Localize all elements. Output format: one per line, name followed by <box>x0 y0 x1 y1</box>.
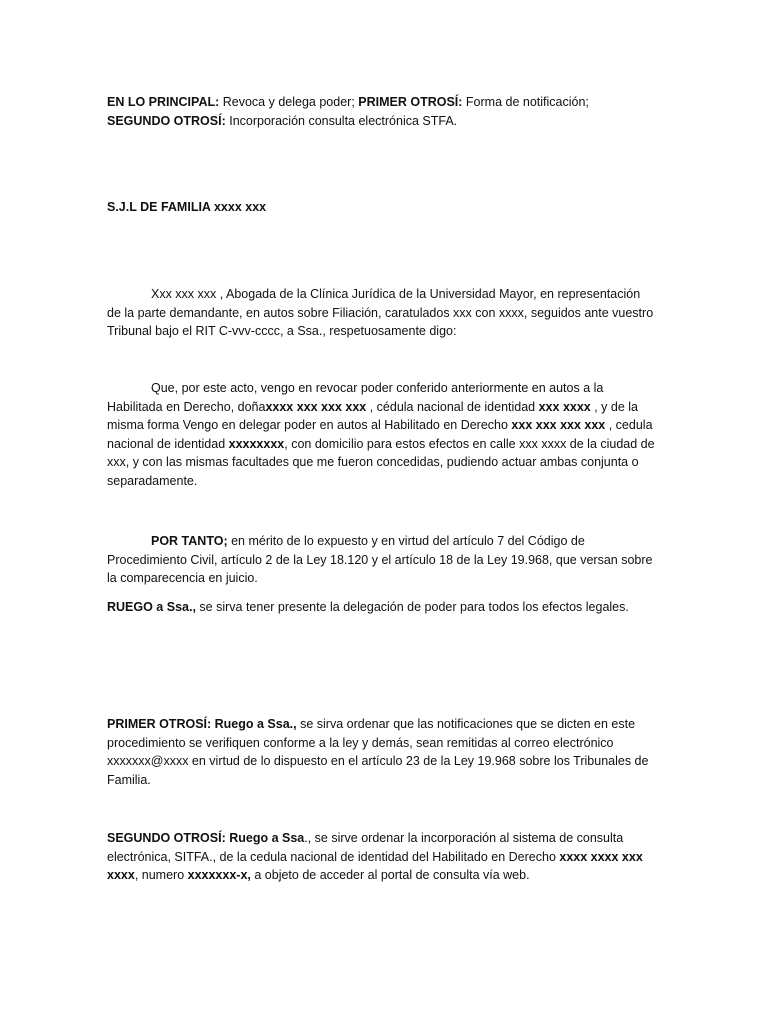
segundo-otrosi-paragraph-label: SEGUNDO OTROSÍ: Ruego a Ssa <box>107 831 305 845</box>
heading-summary <box>107 93 655 130</box>
primer-otrosi-label: PRIMER OTROSÍ: <box>358 95 463 109</box>
body-bold-4: xxxxxxxx <box>228 436 285 451</box>
primer-otrosi-paragraph <box>107 715 655 789</box>
body-bold-2: xxx xxxx <box>538 399 591 414</box>
court-heading <box>107 198 655 217</box>
body-text-1: Que, por este acto, vengo en revocar poder conferido anteriormente en autos a la Habilitada en Derecho, doña <box>107 381 604 414</box>
primer-otrosi-paragraph-label: PRIMER OTROSÍ: Ruego a Ssa., <box>107 717 297 731</box>
body-text-5: , con domicilio para estos efectos en calle xxx xxxx de la ciudad de xxx, y con las mismas facultades que me fueron concedidas, pudiendo actuar ambas conjunta o separadamente. <box>107 436 655 488</box>
ruego-label: RUEGO a Ssa., <box>107 600 196 614</box>
body-paragraph <box>107 379 655 490</box>
segundo-otrosi-text-1: ., se sirve ordenar la incorporación al sistema de consulta electrónica, SITFA., de la cedula nacional de identidad del Habilitado en Derecho <box>107 831 624 864</box>
segundo-otrosi-text-2: , numero <box>134 868 188 882</box>
primer-otrosi-paragraph-text: se sirva ordenar que las notificaciones que se dicten en este procedimiento se verifiquen conforme a la ley y demás, sean remitidas al correo electrónico xxxxxxx@xxxx en virtud de lo dispuesto en el artículo 23 de la Ley 19.968 sobre los Tribunales de Familia. <box>107 717 649 787</box>
segundo-otrosi-bold-1: xxxx xxxx xxx xxxx <box>107 849 643 882</box>
segundo-otrosi-text: Incorporación consulta electrónica STFA. <box>225 113 458 128</box>
por-tanto-text: en mérito de lo expuesto y en virtud del artículo 7 del Código de Procedimiento Civil, artículo 2 de la Ley 18.120 y el artículo 18 de la Ley 19.968, que versan sobre la comparecencia en juicio. <box>107 534 653 585</box>
principal-text: Revoca y delega poder; <box>219 95 359 109</box>
ruego-text: se sirva tener presente la delegación de poder para todos los efectos legales. <box>195 600 629 614</box>
body-bold-1: xxxx xxx xxx xxx <box>265 399 367 414</box>
segundo-otrosi-bold-2: xxxxxxx-x, <box>187 868 251 882</box>
court-name: S.J.L DE FAMILIA xxxx xxx <box>107 200 267 214</box>
principal-label: EN LO PRINCIPAL: <box>107 95 220 109</box>
body-text-3: , y de la misma forma Vengo en delegar poder en autos al Habilitado en Derecho <box>107 399 638 432</box>
primer-otrosi-text: Forma de notificación; <box>462 95 589 109</box>
body-bold-3: xxx xxx xxx xxx <box>511 418 606 432</box>
por-tanto-paragraph <box>107 532 655 588</box>
body-text-2: , cédula nacional de identidad <box>366 399 539 414</box>
segundo-otrosi-text-3: a objeto de acceder al portal de consulta vía web. <box>250 868 530 882</box>
segundo-otrosi-label: SEGUNDO OTROSÍ: <box>107 113 226 128</box>
body-text-4: , cedula nacional de identidad <box>107 418 653 451</box>
segundo-otrosi-paragraph <box>107 829 655 885</box>
ruego-paragraph <box>107 598 655 617</box>
por-tanto-label: POR TANTO; <box>151 534 228 548</box>
intro-paragraph: Xxx xxx xxx , Abogada de la Clínica Jurídica de la Universidad Mayor, en representación de la parte demandante, en autos sobre Filiación, caratulados xxx con xxxx, seguidos ante vuestro Tribunal bajo el RIT C-vvv-cccc, a Ssa., respetuosamente digo: <box>107 287 654 338</box>
